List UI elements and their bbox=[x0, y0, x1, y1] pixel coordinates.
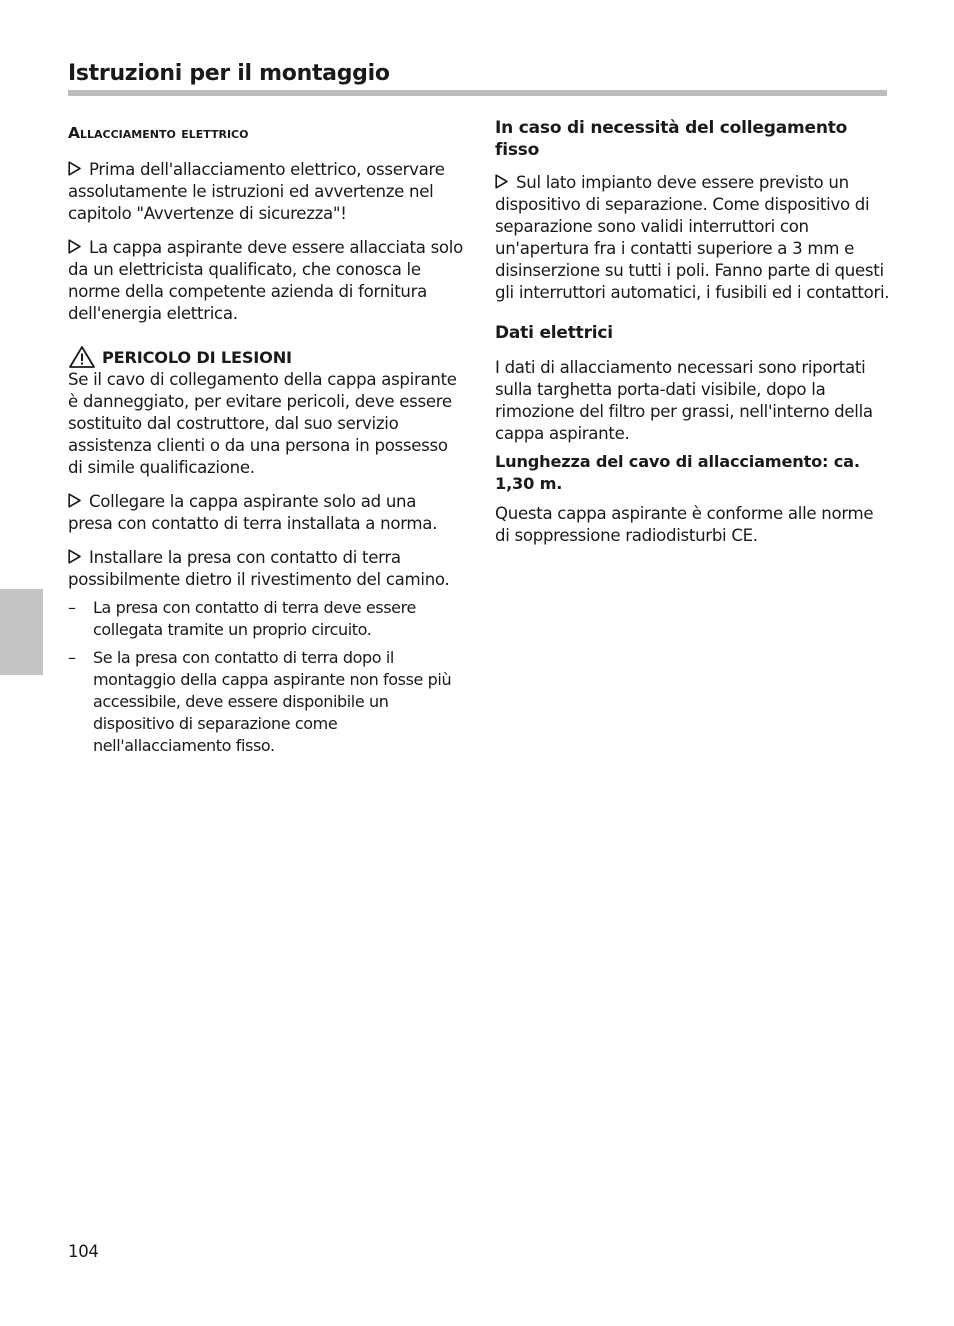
step-paragraph bbox=[68, 159, 464, 225]
page-title: Istruzioni per il montaggio bbox=[68, 61, 390, 86]
step-text: Prima dell'allacciamento elettrico, osservare assolutamente le istruzioni ed avvertenze nel capitolo "Avvertenze di sicurezza"! bbox=[68, 160, 445, 223]
section-heading-electrical-connection: Allacciamento elettrico bbox=[68, 124, 249, 142]
step-paragraph bbox=[68, 237, 464, 325]
step-text: Sul lato impianto deve essere previsto un dispositivo di separazione. Come dispositivo di separazione sono validi interruttori con un'apertura fra i contatti superiore a 3 mm e disinserzione su tutti i poli. Fanno parte di questi gli interruttori automatici, i fusibili ed i contattori. bbox=[495, 173, 890, 302]
dash-list bbox=[68, 597, 464, 757]
dash-marker: – bbox=[68, 598, 76, 617]
conformity-text: Questa cappa aspirante è conforme alle norme di soppressione radiodisturbi CE. bbox=[495, 504, 874, 545]
triangle-right-icon bbox=[68, 161, 81, 176]
triangle-right-icon bbox=[495, 174, 508, 189]
warning-text: Se il cavo di collegamento della cappa aspirante è danneggiato, per evitare pericoli, deve essere sostituito dal costruttore, dal suo servizio assistenza clienti o da una persona in possesso di simile qualificazione. bbox=[68, 370, 457, 477]
step-text: Collegare la cappa aspirante solo ad una presa con contatto di terra installata a norma. bbox=[68, 492, 438, 533]
step-text: Installare la presa con contatto di terra possibilmente dietro il rivestimento del camino. bbox=[68, 548, 450, 589]
cable-length-text: Lunghezza del cavo di allacciamento: ca. 1,30 m. bbox=[495, 452, 860, 493]
triangle-right-icon bbox=[68, 493, 81, 508]
step-paragraph bbox=[68, 547, 464, 591]
list-item bbox=[68, 597, 464, 641]
step-text: La cappa aspirante deve essere allacciata solo da un elettricista qualificato, che conosca le norme della competente azienda di fornitura dell'energia elettrica. bbox=[68, 238, 463, 323]
warning-triangle-icon bbox=[68, 345, 96, 369]
page-number: 104 bbox=[68, 1242, 99, 1261]
list-item-text: La presa con contatto di terra deve essere collegata tramite un proprio circuito. bbox=[93, 598, 416, 639]
right-column bbox=[495, 117, 891, 559]
electrical-data-text: I dati di allacciamento necessari sono riportati sulla targhetta porta-dati visibile, dopo la rimozione del filtro per grassi, nell'interno della cappa aspirante. bbox=[495, 358, 873, 443]
triangle-right-icon bbox=[68, 239, 81, 254]
warning-title: PERICOLO DI LESIONI bbox=[102, 348, 292, 367]
list-item-text: Se la presa con contatto di terra dopo il montaggio della cappa aspirante non fosse più accessibile, deve essere disponibile un dispositivo di separazione come nell'allacciamento fisso. bbox=[93, 648, 452, 755]
step-paragraph bbox=[68, 491, 464, 535]
heading-electrical-data: Dati elettrici bbox=[495, 323, 613, 343]
warning-heading bbox=[68, 345, 464, 369]
step-paragraph bbox=[495, 172, 891, 304]
dash-marker: – bbox=[68, 648, 76, 667]
triangle-right-icon bbox=[68, 549, 81, 564]
warning-block bbox=[68, 345, 464, 479]
heading-fixed-connection: In caso di necessità del collegamento fisso bbox=[495, 118, 848, 160]
left-column bbox=[68, 122, 464, 763]
side-tab-marker bbox=[0, 589, 43, 675]
title-rule bbox=[68, 90, 887, 96]
list-item bbox=[68, 647, 464, 757]
